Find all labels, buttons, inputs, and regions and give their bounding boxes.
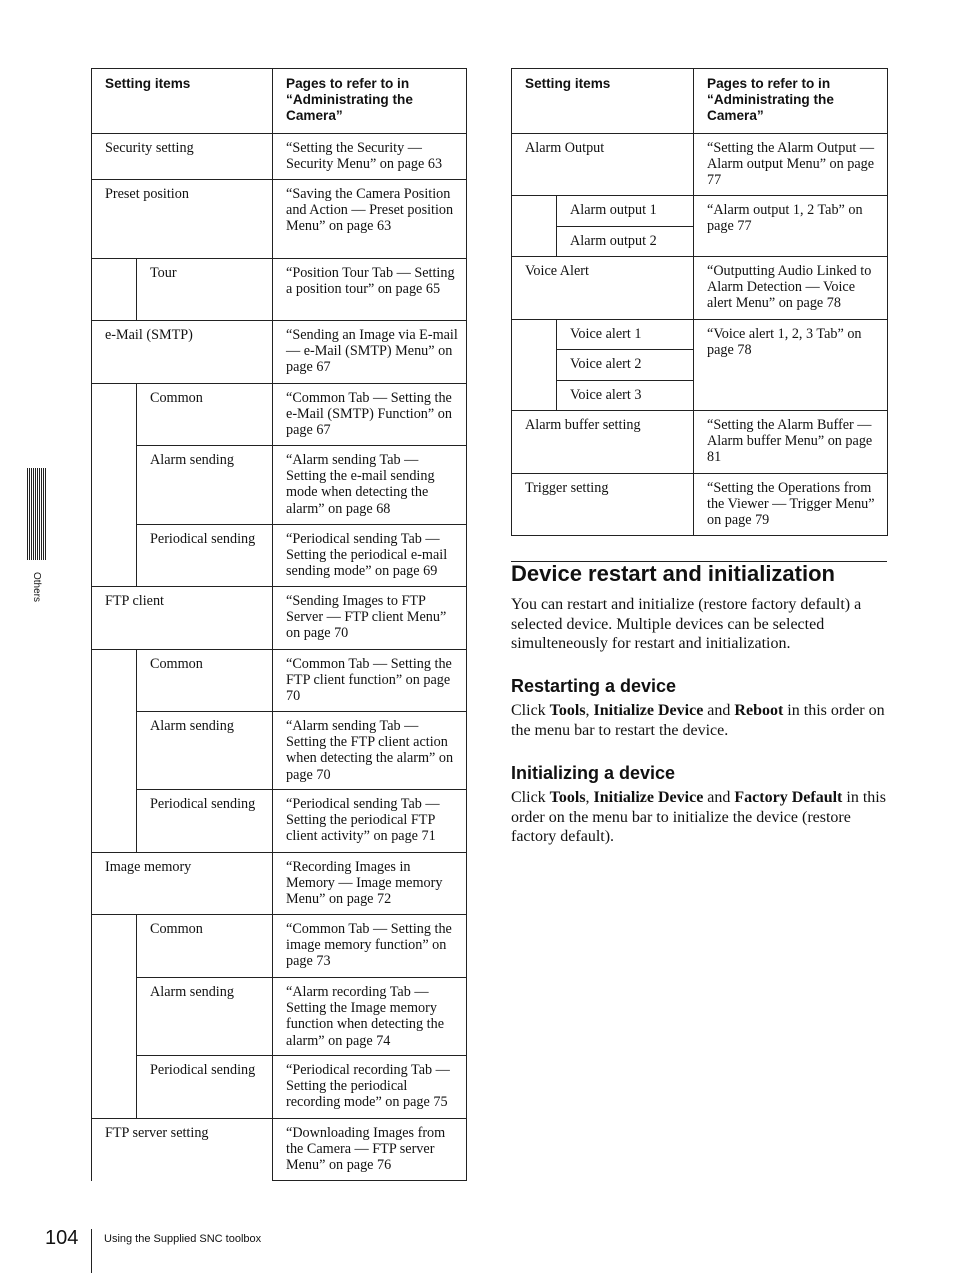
header-setting-items: Setting items [92, 69, 273, 134]
row-pages: “Common Tab — Setting the e-Mail (SMTP) Function” on page 67 [273, 384, 467, 446]
row-subitem: Voice alert 3 [557, 381, 694, 411]
row-pages: “Alarm recording Tab — Setting the Image memory function when detecting the alarm” on page 74 [273, 978, 467, 1056]
menu-initialize-device: Initialize Device [593, 789, 704, 806]
menu-reboot: Reboot [734, 702, 784, 719]
row-pages: “Setting the Alarm Output — Alarm output Menu” on page 77 [694, 134, 888, 196]
restart-instructions: Click Tools, Initialize Device and Reboot in this order on the menu bar to restart the device. [511, 702, 885, 739]
row-subitem: Alarm sending [137, 978, 273, 1056]
row-item: Security setting [92, 134, 273, 180]
row-item: Preset position [92, 180, 273, 259]
row-pages: “Downloading Images from the Camera — FTP server Menu” on page 76 [273, 1119, 467, 1181]
initialize-instructions: Click Tools, Initialize Device and Factory Default in this order on the menu bar to initialize the device (restore factory default). [511, 789, 886, 846]
row-item: Alarm Output [512, 134, 694, 196]
indent-spacer [92, 525, 137, 587]
row-pages: “Saving the Camera Position and Action — Preset position Menu” on page 63 [273, 180, 467, 259]
row-pages: “Setting the Security — Security Menu” on page 63 [273, 134, 467, 180]
header-pages: Pages to refer to in “Administrating the Camera” [694, 69, 888, 134]
indent-spacer [92, 384, 137, 446]
row-subitem: Periodical sending [137, 1056, 273, 1119]
header-pages: Pages to refer to in “Administrating the Camera” [273, 69, 467, 134]
row-subitem: Periodical sending [137, 790, 273, 853]
section-title: Device restart and initialization [511, 561, 835, 586]
footer-text: Using the Supplied SNC toolbox [104, 1233, 262, 1245]
indent-spacer [92, 790, 137, 853]
indent-spacer [92, 978, 137, 1056]
indent-spacer [92, 650, 137, 712]
footer-divider [91, 1229, 92, 1273]
row-pages: “Recording Images in Memory — Image memory Menu” on page 72 [273, 853, 467, 915]
section-intro: You can restart and initialize (restore factory default) a selected device. Multiple devices can be selected simulteneously for restart and initialization. [511, 596, 862, 653]
row-item: e-Mail (SMTP) [92, 321, 273, 384]
row-subitem: Alarm sending [137, 446, 273, 525]
row-subitem: Alarm output 1 [557, 196, 694, 227]
row-pages: “Common Tab — Setting the image memory function” on page 73 [273, 915, 467, 978]
menu-factory-default: Factory Default [734, 789, 843, 806]
header-setting-items: Setting items [512, 69, 694, 134]
indent-spacer [92, 259, 137, 321]
row-item: Alarm buffer setting [512, 411, 694, 474]
row-item: FTP server setting [92, 1119, 273, 1181]
row-pages: “Setting the Alarm Buffer — Alarm buffer Menu” on page 81 [694, 411, 888, 474]
row-pages: “Outputting Audio Linked to Alarm Detection — Voice alert Menu” on page 78 [694, 257, 888, 320]
row-item: Image memory [92, 853, 273, 915]
row-subitem: Periodical sending [137, 525, 273, 587]
indent-spacer [92, 446, 137, 525]
row-subitem: Tour [137, 259, 273, 321]
row-pages: “Alarm output 1, 2 Tab” on page 77 [694, 196, 888, 257]
page-number: 104 [45, 1227, 79, 1249]
indent-spacer [512, 196, 557, 257]
row-pages: “Alarm sending Tab — Setting the e-mail sending mode when detecting the alarm” on page 68 [273, 446, 467, 525]
settings-reference-table-left [91, 68, 467, 1181]
row-pages: “Common Tab — Setting the FTP client function” on page 70 [273, 650, 467, 712]
row-pages: “Sending an Image via E-mail — e-Mail (SMTP) Menu” on page 67 [273, 321, 467, 384]
row-pages: “Sending Images to FTP Server — FTP client Menu” on page 70 [273, 587, 467, 650]
row-subitem: Common [137, 384, 273, 446]
row-item: Voice Alert [512, 257, 694, 320]
row-pages: “Voice alert 1, 2, 3 Tab” on page 78 [694, 320, 888, 411]
row-item: Trigger setting [512, 474, 694, 536]
indent-spacer [92, 1056, 137, 1119]
row-subitem: Voice alert 2 [557, 350, 694, 381]
row-subitem: Common [137, 650, 273, 712]
indent-spacer [512, 320, 557, 411]
row-pages: “Setting the Operations from the Viewer — Trigger Menu” on page 79 [694, 474, 888, 536]
side-tab-marker [27, 468, 46, 560]
row-pages: “Periodical sending Tab — Setting the periodical FTP client activity” on page 71 [273, 790, 467, 853]
row-subitem: Alarm output 2 [557, 227, 694, 257]
restart-heading: Restarting a device [511, 676, 677, 696]
row-subitem: Alarm sending [137, 712, 273, 790]
row-pages: “Alarm sending Tab — Setting the FTP client action when detecting the alarm” on page 70 [273, 712, 467, 790]
row-pages: “Position Tour Tab — Setting a position tour” on page 65 [273, 259, 467, 321]
row-pages: “Periodical recording Tab — Setting the periodical recording mode” on page 75 [273, 1056, 467, 1119]
indent-spacer [92, 915, 137, 978]
row-subitem: Voice alert 1 [557, 320, 694, 350]
row-subitem: Common [137, 915, 273, 978]
settings-reference-table-right [511, 68, 888, 536]
side-tab-label: Others [31, 572, 42, 603]
menu-initialize-device: Initialize Device [593, 702, 704, 719]
row-item: FTP client [92, 587, 273, 650]
menu-tools: Tools [549, 702, 586, 719]
indent-spacer [92, 712, 137, 790]
menu-tools: Tools [549, 789, 586, 806]
initialize-heading: Initializing a device [511, 763, 676, 783]
row-pages: “Periodical sending Tab — Setting the periodical e-mail sending mode” on page 69 [273, 525, 467, 587]
